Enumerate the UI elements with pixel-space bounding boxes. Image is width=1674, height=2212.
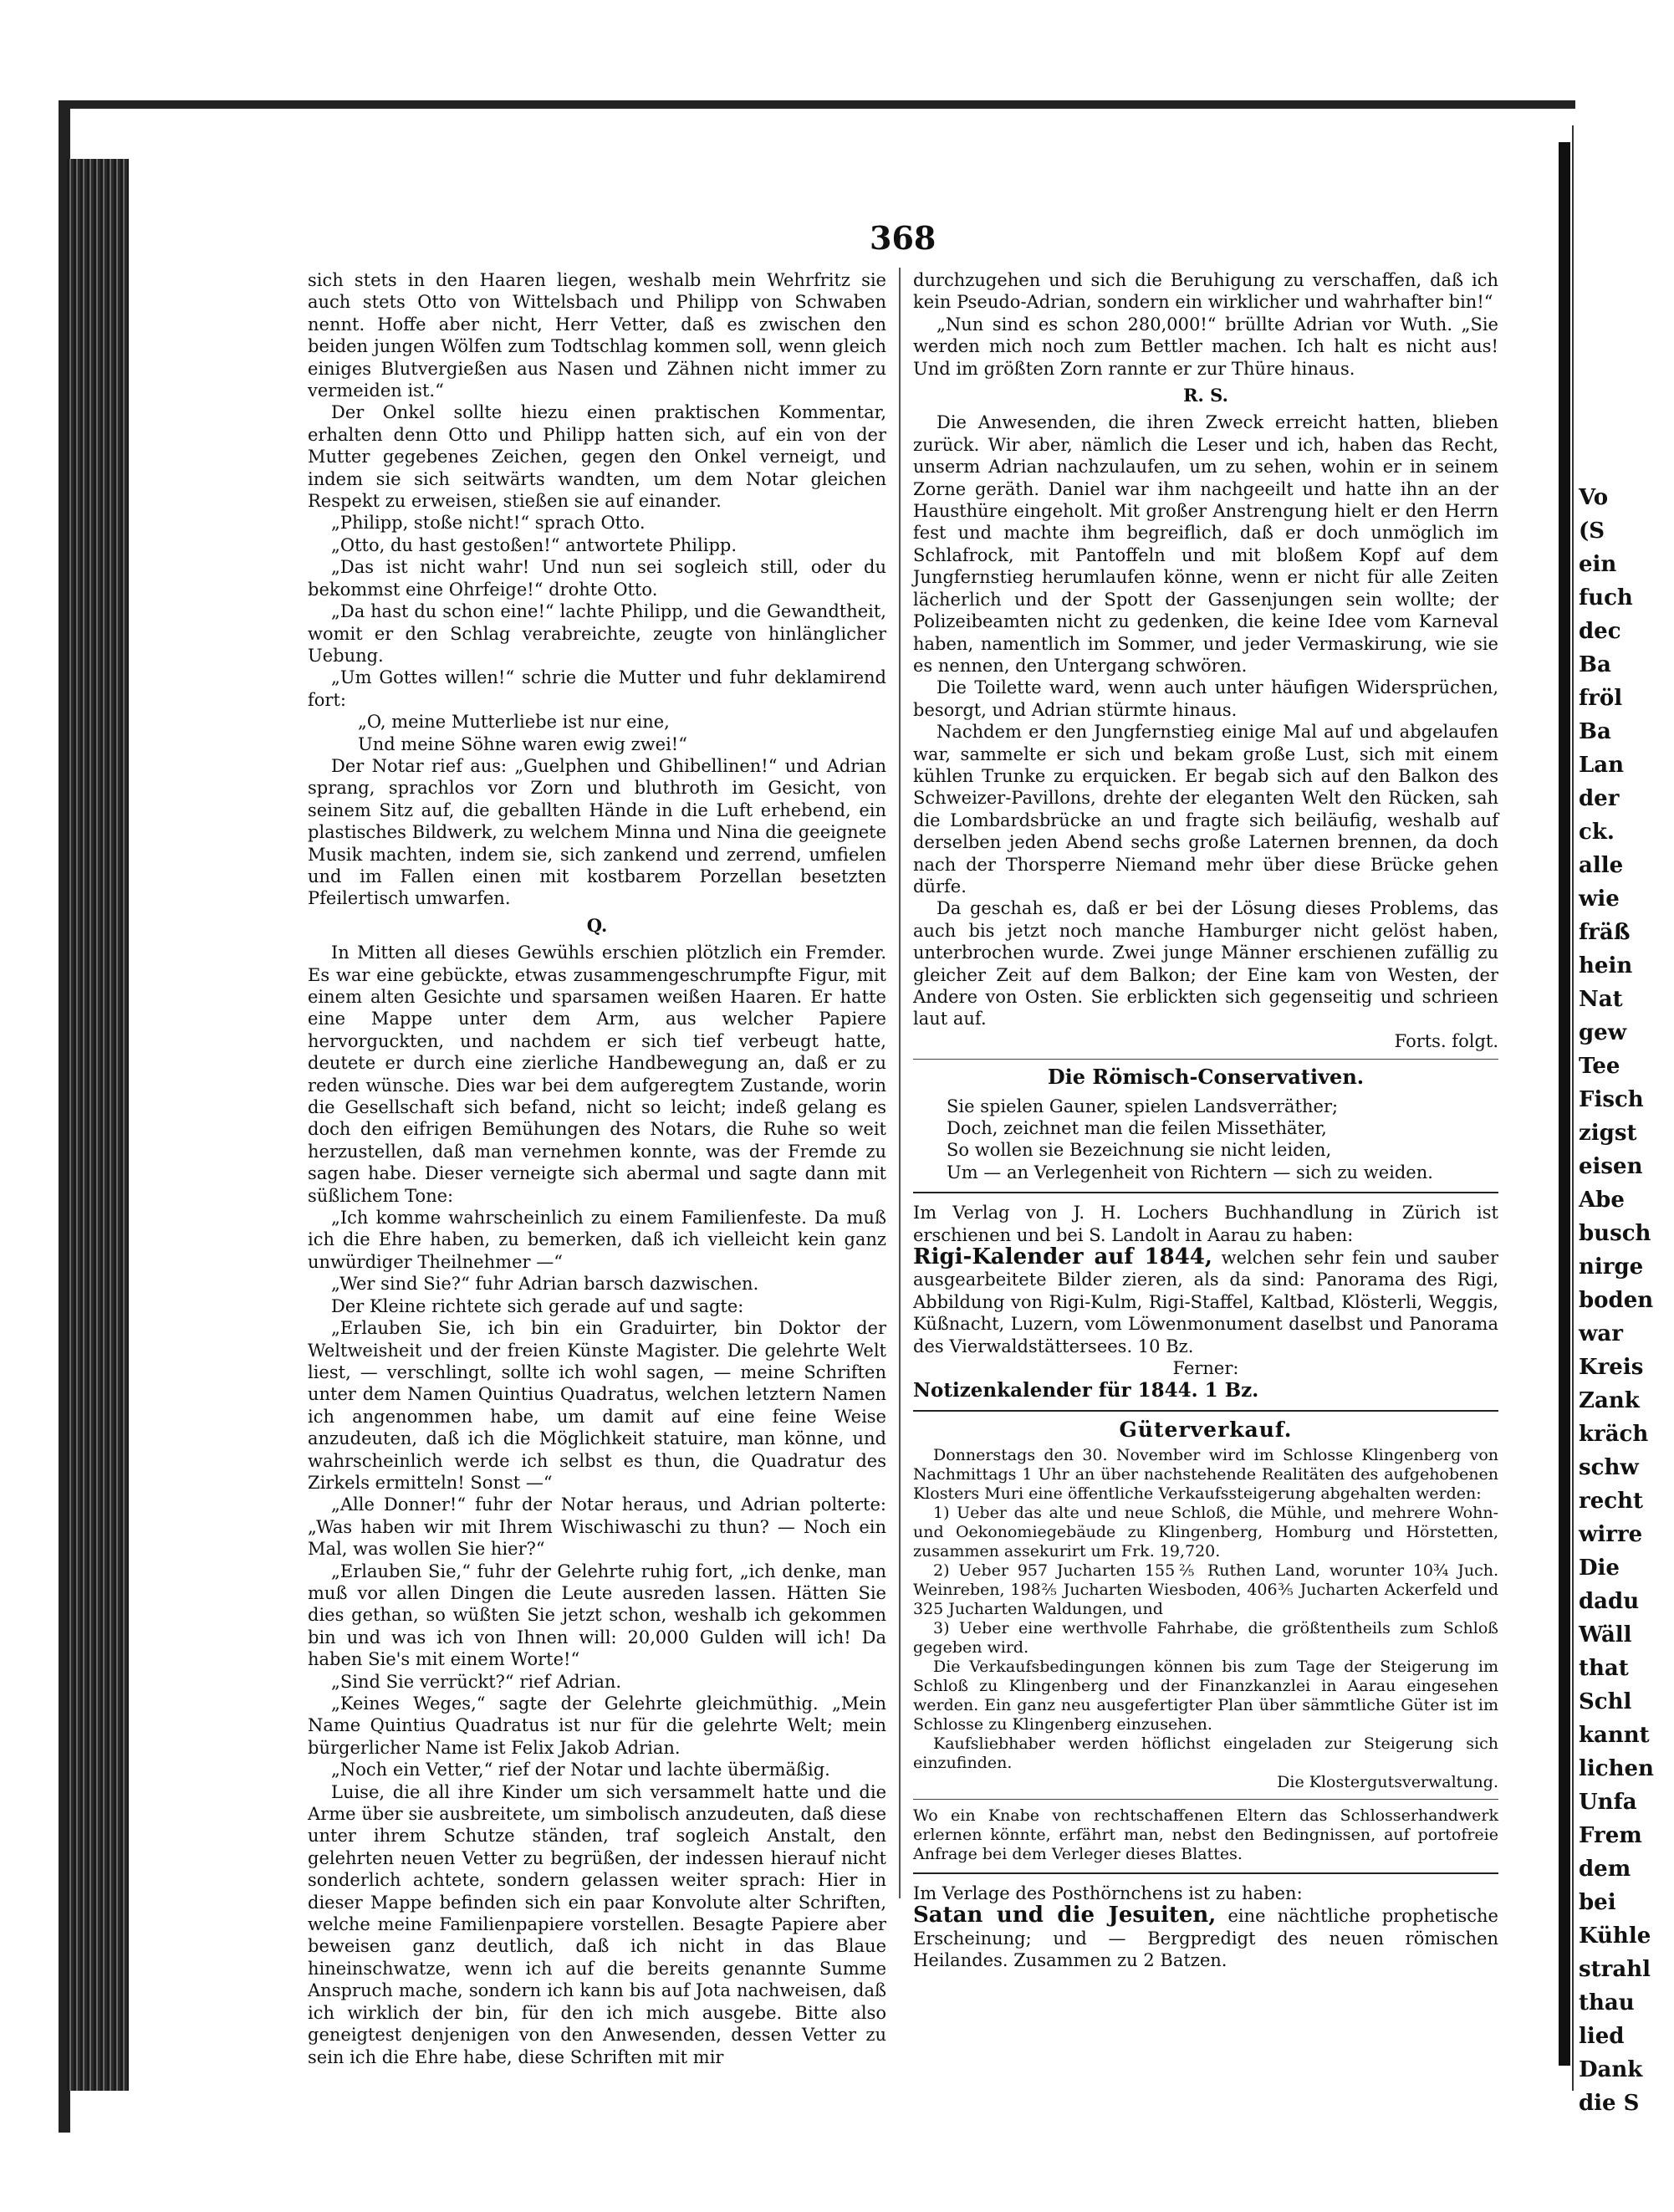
- paragraph: „Alle Donner!“ fuhr der Notar heraus, und Adrian polterte: „Was haben wir mit Ihrem Wischiwaschi zu thun? — Noch ein Mal, was wollen Sie hier?“: [308, 1494, 886, 1560]
- advert-rigi-kalender: [913, 1202, 1498, 1402]
- paragraph: sich stets in den Haaren liegen, weshalb mein Wehrfritz sie auch stets Otto von Wittelsbach und Philipp von Schwaben nennt. Hoffe aber nicht, Herr Vetter, daß es zwischen den beiden jungen Wölfen zum Todtschlag kommen soll, wenn gleich einiges Blutvergießen aus Nasen und Zähnen nicht immer zu vermeiden ist.“: [308, 270, 886, 401]
- fragment-text: fräß: [1579, 920, 1631, 945]
- ad-text: Wo ein Knabe von rechtschaffenen Eltern das Schlosserhandwerk erlernen könnte, erfährt man, nebst den Bedingnissen, auf portofreie Anfrage bei dem Verleger dieses Blattes.: [913, 1806, 1498, 1863]
- fragment-text: dec: [1579, 619, 1621, 644]
- fragment-text: ck.: [1579, 820, 1615, 845]
- page-fold: [1559, 142, 1570, 2066]
- paragraph: Forts. folgt.: [1394, 1030, 1498, 1051]
- fragment-text: recht: [1579, 1489, 1643, 1514]
- fragment-text: dadu: [1579, 1589, 1640, 1614]
- ad-paragraph: 2) Ueber 957 Jucharten 155⅖ Ruthen Land, worunter 10¾ Juch. Weinreben, 198⅖ Jucharten Wiesboden, 406⅗ Jucharten Ackerfeld und 325 Jucharten Waldungen, und: [913, 1561, 1498, 1618]
- fragment-text: Kreis: [1579, 1355, 1644, 1380]
- adjacent-page-fragment: [1572, 125, 1674, 2116]
- divider: [913, 1872, 1498, 1874]
- fragment-text: zigst: [1579, 1121, 1637, 1146]
- fragment-text: fröl: [1579, 686, 1623, 711]
- fragment-text: gew: [1579, 1020, 1627, 1045]
- section-mark: Q.: [586, 914, 608, 936]
- paragraph: Der Kleine richtete sich gerade auf und sagte:: [331, 1295, 744, 1316]
- fragment-text: thau: [1579, 1990, 1635, 2015]
- paragraph: „Keines Weges,“ sagte der Gelehrte gleichmüthig. „Mein Name Quintius Quadratus ist nur für die gelehrte Welt; mein bürgerlicher Name ist Felix Jakob Adrian.: [308, 1693, 886, 1758]
- verse-line: Und meine Söhne waren ewig zwei!“: [358, 733, 687, 754]
- fragment-text: Dank: [1579, 2057, 1643, 2082]
- divider: [913, 1799, 1498, 1800]
- fragment-text: dem: [1579, 1857, 1631, 1882]
- fragment-text: Fisch: [1579, 1087, 1644, 1112]
- page-number: 368: [870, 219, 937, 257]
- fragment-text: Unfa: [1579, 1790, 1637, 1815]
- paragraph: Die Toilette ward, wenn auch unter häufigen Widersprüchen, besorgt, und Adrian stürmte hinaus.: [913, 677, 1498, 720]
- fragment-text: Wäll: [1579, 1622, 1632, 1648]
- fragment-text: war: [1579, 1321, 1623, 1346]
- ad-paragraphs: [913, 1446, 1498, 1773]
- fragment-text: fuch: [1579, 585, 1633, 610]
- fragment-text: lied: [1579, 2024, 1625, 2049]
- ad-paragraph: Kaufsliebhaber werden höflichst eingeladen zur Steigerung sich einzufinden.: [913, 1734, 1498, 1772]
- poem-title: Die Römisch-Conservativen.: [1047, 1065, 1365, 1090]
- fragment-text: Ba: [1579, 719, 1611, 744]
- paragraph: „Ich komme wahrscheinlich zu einem Familienfeste. Da muß ich die Ehre haben, zu bemerken, daß ich vielleicht kein ganz unwürdiger Theilnehmer —“: [308, 1208, 886, 1272]
- fragment-text: die S: [1579, 2091, 1640, 2116]
- paragraph: In Mitten all dieses Gewühls erschien plötzlich ein Fremder. Es war eine gebückte, etwas zusammengeschrumpfte Figur, mit einem alten Gesichte und sparsamen weißen Haaren. Er hatte eine Mappe unter dem Arm, aus welcher Papiere hervorguckten, und nachdem er sich tief verbeugt hatte, deutete er durch eine zierliche Handbewegung an, daß er zu reden wünsche. Dies war bei dem aufgeregtem Zustande, worin die Gesellschaft sich befand, nicht so leicht; indeß gelang es doch den eifrigen Bemühungen des Notars, die Ruhe so weit herzustellen, daß man vernehmen konnte, was der Fremde zu sagen habe. Dieser verneigte sich abermal und sagte dann mit süßlichem Tone:: [308, 943, 886, 1206]
- advert-gueterverkauf: [913, 1417, 1498, 1792]
- poem: [913, 1096, 1498, 1184]
- ad-title: Satan und die Jesuiten,: [913, 1903, 1217, 1928]
- paragraph: durchzugehen und sich die Beruhigung zu verschaffen, daß ich kein Pseudo-Adrian, sondern ein wirklicher und wahrhafter bin!“: [913, 270, 1498, 313]
- fragment-text: kräch: [1579, 1422, 1649, 1447]
- fragment-text: eisen: [1579, 1154, 1643, 1179]
- section-mark: R. S.: [1183, 385, 1228, 406]
- poem-line: Doch, zeichnet man die feilen Missethäter,: [947, 1118, 1327, 1139]
- ad-ferner: Ferner:: [1172, 1358, 1239, 1379]
- paragraph: Die Anwesenden, die ihren Zweck erreicht hatten, blieben zurück. Wir aber, nämlich die Leser und ich, haben das Recht, unserm Adrian nachzulaufen, um zu sehen, wohin er in seinem Zorne geräth. Daniel war ihm nachgeeilt und hatte ihn an der Hausthüre eingeholt. Mit großer Anstrengung hielt er den Herrn fest und machte ihm begreiflich, daß er doch unmöglich im Schlafrock, mit Pantoffeln und mit bloßem Kopf auf dem Jungfernstieg herumlaufen könne, wenn er nicht für alle Zeiten lächerlich und der Spott der Gassenjungen sein wollte; der Polizeibeamten nicht zu gedenken, die keine Idee vom Karneval haben, namentlich im Sommer, und jeder Vermaskirung, wie sie es nennen, den Untergang schwören.: [913, 412, 1498, 676]
- paragraph: Der Onkel sollte hiezu einen praktischen Kommentar, erhalten denn Otto und Philipp hatten sich, auf ein von der Mutter gegebenes Zeichen, gegen den Onkel verneigt, und indem sie sich seitwärts wandten, um dem Notar gleichen Respekt zu erweisen, stießen sie auf einander.: [308, 402, 886, 512]
- paragraph: „Um Gottes willen!“ schrie die Mutter und fuhr deklamirend fort:: [308, 667, 886, 710]
- fragment-text: der: [1579, 786, 1620, 811]
- column-divider: [899, 268, 901, 1898]
- fragment-text: lichen: [1579, 1756, 1654, 1781]
- paragraph: Nachdem er den Jungfernstieg einige Mal auf und abgelaufen war, sammelte er sich und bekam große Lust, sich mit einem kühlen Trunke zu erquicken. Er begab sich auf den Balkon des Schweizer-Pavillons, drehte der eleganten Welt den Rücken, sah die Lombardsbrücke an und fragte sich beiläufig, weshalb auf derselben jeden Abend sechs große Laternen brennen, da doch nach der Thorsperre Niemand mehr über diese Brücke gehen dürfe.: [913, 722, 1498, 897]
- ad-intro: Im Verlage des Posthörnchens ist zu haben:: [913, 1882, 1303, 1903]
- fragment-text: (S: [1579, 519, 1605, 544]
- ad-text: eine nächtliche prophetische Erscheinung; und — Bergpredigt des neuen römischen Heilandes. Zusammen zu 2 Batzen.: [913, 1906, 1498, 1971]
- fragment-text: nirge: [1579, 1254, 1644, 1280]
- ad-paragraph: 1) Ueber das alte und neue Schloß, die Mühle, und mehrere Wohn- und Oekonomiegebäude zu Klingenberg, Homburg und Hörstetten, zusammen assekurirt um Frk. 19,720.: [913, 1503, 1498, 1561]
- fragment-text: bei: [1579, 1890, 1616, 1915]
- paragraph: Da geschah es, daß er bei der Lösung dieses Problems, das auch bis jetzt noch manche Hamburger nicht gelöst haben, unterbrochen wurde. Zwei junge Männer erschienen zufällig zu gleicher Zeit auf dem Balkon; der Eine kam von Westen, der Andere von Osten. Sie erblickten sich gegenseitig und schrieen laut auf.: [913, 898, 1498, 1029]
- paragraph: „Erlauben Sie,“ fuhr der Gelehrte ruhig fort, „ich denke, man muß vor allen Dingen die Leute ausreden lassen. Hätten Sie dies gethan, so wüßten Sie jetzt schon, weshalb ich gekommen bin und was ich von Ihnen will: 20,000 Gulden will ich! Da haben Sie's mit einem Worte!“: [308, 1561, 886, 1670]
- fragment-text: that: [1579, 1656, 1629, 1681]
- paragraph: „Da hast du schon eine!“ lachte Philipp, und die Gewandtheit, womit er den Schlag verabreichte, zeugte von hinlänglicher Uebung.: [308, 601, 886, 666]
- fragment-text: Abe: [1579, 1188, 1625, 1213]
- fragment-text: boden: [1579, 1288, 1654, 1313]
- fragment-text: Nat: [1579, 987, 1623, 1012]
- ad-paragraph: 3) Ueber eine werthvolle Fahrhabe, die größtentheils zum Schloß gegeben wird.: [913, 1618, 1498, 1657]
- ad-intro: Im Verlag von J. H. Lochers Buchhandlung in Zürich ist erschienen und bei S. Landolt in Aarau zu haben:: [913, 1203, 1498, 1245]
- left-column: [308, 269, 886, 2068]
- ad-title: Rigi-Kalender auf 1844,: [913, 1244, 1212, 1270]
- fragment-text: Vo: [1579, 485, 1609, 510]
- fragment-text: Ba: [1579, 652, 1611, 677]
- ad-paragraph: Donnerstags den 30. November wird im Schlosse Klingenberg von Nachmittags 1 Uhr an über nachstehende Realitäten des aufgehobenen Klosters Muri eine öffentliche Verkaufssteigerung abgehalten werden:: [913, 1445, 1498, 1503]
- ad-body: [913, 1246, 1498, 1357]
- ad-text: welchen sehr fein und sauber ausgearbeitete Bilder zieren, als da sind: Panorama des Rigi, Abbildung von Rigi-Kulm, Rigi-Staffel, Kaltbad, Klösterli, Weggis, Küßnacht, Luzern, vom Löwenmonument daselbst und Panorama des Vierwaldstättersees. 10 Bz.: [913, 1248, 1498, 1356]
- paragraph: „Erlauben Sie, ich bin ein Graduirter, bin Doktor der Weltweisheit und der freien Künste Magister. Die gelehrte Welt liest, — verschlingt, sollte ich wohl sagen, — meine Schriften unter dem Namen Quintius Quadratus, welchen letztern Namen ich angenommen habe, um damit auf eine feine Weise anzudeuten, daß ich die Möglichkeit statuire, man könne, und wahrscheinlich werde ich selbst es thun, die Quadratur des Zirkels ermitteln! Sonst —“: [308, 1318, 886, 1493]
- book-edge: [67, 159, 129, 2091]
- fragment-text: busch: [1579, 1221, 1651, 1246]
- paragraph: „Sind Sie verrückt?“ rief Adrian.: [331, 1671, 622, 1692]
- ad-body: [913, 1904, 1498, 1971]
- paragraph: „Noch ein Vetter,“ rief der Notar und lachte übermäßig.: [331, 1760, 830, 1780]
- advert-lehrling: [913, 1806, 1498, 1864]
- fragment-text: hein: [1579, 953, 1633, 978]
- ad-signature: Die Klostergutsverwaltung.: [1277, 1772, 1498, 1791]
- poem-line: Sie spielen Gauner, spielen Landsverräther;: [947, 1096, 1339, 1116]
- advert-satan: [913, 1882, 1498, 1972]
- fragment-text: schw: [1579, 1455, 1639, 1480]
- fragment-text: Schl: [1579, 1689, 1632, 1714]
- paragraph: „Nun sind es schon 280,000!“ brüllte Adrian vor Wuth. „Sie werden mich noch zum Bettler machen. Ich halt es nicht aus! Und im größten Zorn rannte er zur Thüre hinaus.: [913, 314, 1498, 379]
- fragment-text: alle: [1579, 853, 1624, 878]
- divider: [913, 1410, 1498, 1412]
- fragment-text: strahl: [1579, 1957, 1651, 1982]
- poem-line: Um — an Verlegenheit von Richtern — sich zu weiden.: [947, 1162, 1433, 1183]
- fragment-text: Zank: [1579, 1388, 1640, 1413]
- paragraph: „Wer sind Sie?“ fuhr Adrian barsch dazwischen.: [331, 1274, 759, 1295]
- fragment-text: kannt: [1579, 1723, 1650, 1748]
- paragraph: „Otto, du hast gestoßen!“ antwortete Philipp.: [331, 534, 737, 555]
- paragraph: Luise, die all ihre Kinder um sich versammelt hatte und die Arme über sie ausbreitete, um simbolisch anzudeuten, daß diese unter ihrem Schutze ständen, traf sogleich Anstalt, den gelehrten neuen Vetter zu begrüßen, der indessen hierauf nicht sonderlich achtete, sondern gelassen weiter sprach: Hier in dieser Mappe befinden sich ein paar Konvolute alter Schriften, welche meine Familienpapiere vorstellen. Besagte Papiere aber beweisen ganz deutlich, daß ich nicht in das Blaue hineinschwatze, wenn ich auf die bereits genannte Summe Anspruch mache, sondern ich kann bis auf Jota nachweisen, daß ich wirklich der bin, für den ich mich ausgebe. Bitte also geneigtest denjenigen von den Anwesenden, dessen Vetter zu sein ich die Ehre habe, diese Schriften mit mir: [308, 1781, 886, 2067]
- ad-title: Güterverkauf.: [1119, 1417, 1293, 1442]
- fragment-text: Tee: [1579, 1054, 1620, 1079]
- verse-line: „O, meine Mutterliebe ist nur eine,: [358, 712, 670, 733]
- fragment-text: ein: [1579, 552, 1617, 577]
- fragment-text: Lan: [1579, 753, 1625, 778]
- fragment-text: wirre: [1579, 1522, 1643, 1547]
- fragment-text: Die: [1579, 1556, 1620, 1581]
- paragraph: Der Notar rief aus: „Guelphen und Ghibellinen!“ und Adrian sprang, sprachlos vor Zorn und bluthroth im Gesicht, von seinem Sitz auf, die geballten Hände in die Luft erhebend, ein plastisches Bildwerk, zu welchem Minna und Nina die geeignete Musik machten, indem sie, sich zankend und zerrend, umfielen und im Fallen einen mit kostbarem Porzellan besetzten Pfeilertisch umwarfen.: [308, 755, 886, 909]
- fragment-text: Kühle: [1579, 1923, 1651, 1949]
- fragment-text: Frem: [1579, 1823, 1642, 1848]
- ad-paragraph: Die Verkaufsbedingungen können bis zum Tage der Steigerung im Schloß zu Klingenberg und der Finanzkanzlei in Aarau eingesehen werden. Ein ganz neu ausgefertigter Plan über sämmtliche Güter ist im Schlosse zu Klingenberg einzusehen.: [913, 1657, 1498, 1734]
- ad-notiz: Notizenkalender für 1844. 1 Bz.: [913, 1378, 1259, 1402]
- right-column: [913, 269, 1498, 1972]
- poem-line: So wollen sie Bezeichnung sie nicht leiden,: [947, 1140, 1332, 1161]
- paragraph: „Das ist nicht wahr! Und nun sei sogleich still, oder du bekommst eine Ohrfeige!“ drohte Otto.: [308, 557, 886, 600]
- paragraph: „Philipp, stoße nicht!“ sprach Otto.: [331, 513, 646, 534]
- story-continuation: [913, 269, 1498, 1052]
- divider: [913, 1192, 1498, 1193]
- divider: [913, 1059, 1498, 1060]
- fragment-text: wie: [1579, 886, 1620, 912]
